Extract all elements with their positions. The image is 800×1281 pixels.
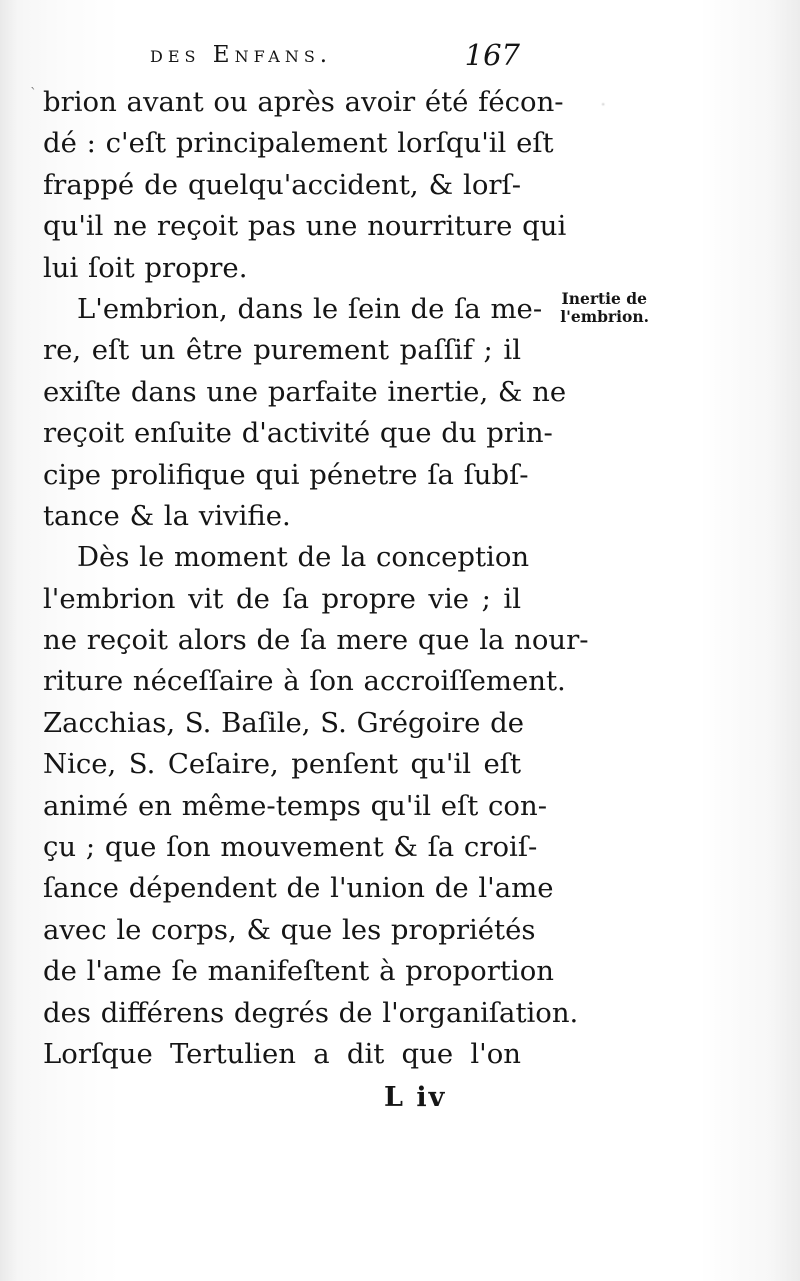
page-header [150, 38, 520, 78]
text-line: Nice, S. Ceſaire, penſent qu'il eſt [43, 748, 521, 781]
text-line: frappé de quelqu'accident, & lorſ- [43, 168, 521, 201]
text-line: Lorſque Tertulien a dit que l'on [43, 1037, 521, 1070]
show-through: · [600, 92, 607, 116]
text-line: riture néceſſaire à ſon accroiſſement. [43, 665, 566, 698]
text-line: Zacchias, S. Baſile, S. Grégoire de [43, 706, 524, 739]
text-line: re, eſt un être purement paſſif ; il [43, 334, 521, 367]
text-line: des différens degrés de l'organiſation. [43, 996, 579, 1029]
text-line: dé : c'eſt principalement lorſqu'il eſt [43, 127, 554, 160]
text-line: Dès le moment de la conception [77, 541, 530, 574]
text-line: ne reçoit alors de ſa mere que la nour- [43, 624, 589, 657]
text-line: l'embrion vit de ſa propre vie ; il [43, 582, 521, 615]
text-line: de l'ame ſe manifeſtent à proportion [43, 955, 554, 988]
text-line: L'embrion, dans le ſein de ſa me- [77, 292, 543, 325]
text-line: tance & la vivifie. [43, 499, 291, 532]
text-line: qu'il ne reçoit pas une nourriture qui [43, 210, 567, 243]
margin-note-line: Inertie de [561, 289, 647, 308]
body-text [43, 82, 589, 1075]
text-line: avec le corps, & que les propriétés [43, 913, 536, 946]
running-title: des Enfans. [150, 42, 333, 68]
margin-note [533, 290, 649, 326]
text-line: brion avant ou après avoir été fécon- [43, 86, 564, 118]
text-line: animé en même-temps qu'il eſt con- [43, 789, 547, 822]
text-line: exiſte dans une parfaite inertie, & ne [43, 375, 567, 408]
text-line: cipe prolifique qui pénetre ſa ſubſ- [43, 458, 529, 491]
signature-mark: L iv [384, 1082, 447, 1113]
text-line: reçoit enſuite d'activité que du prin- [43, 417, 553, 450]
text-line: çu ; que ſon mouvement & ſa croiſ- [43, 831, 538, 864]
margin-note-line: l'embrion. [560, 307, 649, 326]
ink-speck: ` [30, 86, 37, 102]
text-line: lui ſoit propre. [43, 251, 248, 284]
page-number: 167 [464, 38, 520, 72]
text-line: ſance dépendent de l'union de l'ame [43, 872, 554, 905]
